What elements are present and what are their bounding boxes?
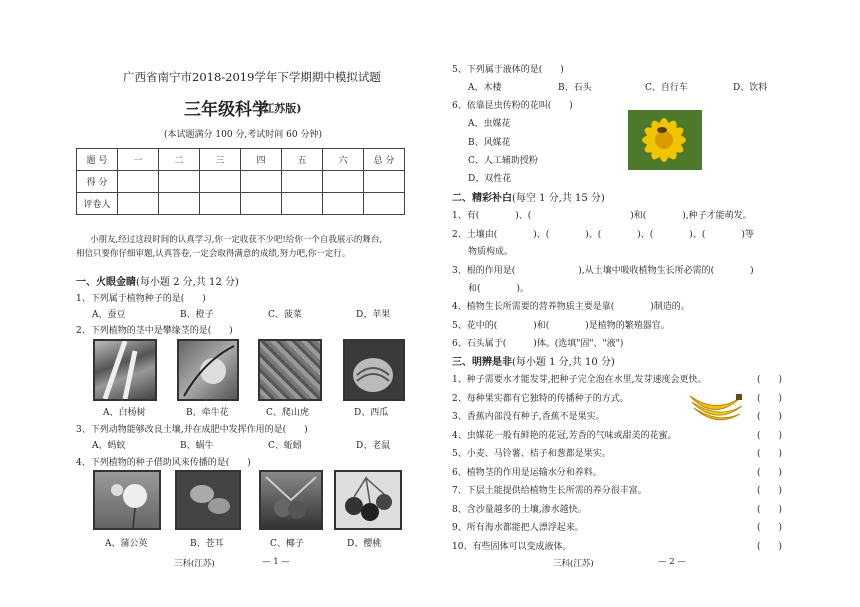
footer-label: 三科(江苏): [553, 559, 594, 569]
exam-title: 广西省南宁市2018-2019学年下学期期中模拟试题: [123, 70, 381, 84]
answer-paren[interactable]: ( ): [757, 449, 783, 459]
option[interactable]: D、樱桃: [347, 539, 382, 549]
score-cell: 总 分: [364, 149, 405, 171]
score-input[interactable]: [323, 171, 364, 193]
option[interactable]: C、自行车: [645, 83, 688, 93]
option[interactable]: C、人工辅助授粉: [468, 156, 538, 166]
score-cell: 五: [282, 149, 323, 171]
option[interactable]: A、白杨树: [103, 408, 146, 418]
option[interactable]: B、牵牛花: [186, 408, 229, 418]
tf-item: 1、种子需要水才能发芽,把种子完全泡在水里,发芽速度会更快。: [452, 375, 707, 385]
fill-line[interactable]: 6、石头属于( )体。(选填"固"、"液"): [452, 339, 624, 349]
answer-paren[interactable]: ( ): [757, 375, 783, 385]
question-5: 5、下列属于液体的是( ): [452, 65, 564, 75]
score-table: [76, 148, 405, 215]
option[interactable]: C、椰子: [270, 539, 304, 549]
birch-tree-image: [93, 339, 157, 401]
tf-item: 9、所有海水都能把人漂浮起来。: [452, 523, 584, 533]
option[interactable]: B、橙子: [180, 310, 214, 320]
score-cell: 得 分: [77, 171, 118, 193]
section1-heading: 一、火眼金睛(每小题 2 分,共 12 分): [76, 277, 239, 288]
ivy-image: [258, 339, 322, 401]
tf-item: 10、有些固体可以变成液体。: [452, 542, 572, 552]
option[interactable]: D、苹果: [356, 310, 391, 320]
grader-input[interactable]: [364, 193, 405, 215]
fill-line[interactable]: 4、植物生长所需要的营养物质主要是靠( )制造的。: [452, 302, 690, 312]
option[interactable]: B、苍耳: [190, 539, 224, 549]
watermelon-image: [343, 339, 405, 401]
score-cell: 六: [323, 149, 364, 171]
grader-input[interactable]: [118, 193, 159, 215]
grader-input[interactable]: [282, 193, 323, 215]
edition-label: (江苏版): [258, 102, 302, 115]
score-cell: 评卷人: [77, 193, 118, 215]
tf-item: 5、小麦、马铃薯、桔子和葱都是果实。: [452, 449, 611, 459]
fill-line[interactable]: 5、花中的( )和( )是植物的繁殖器官。: [452, 321, 670, 331]
intro-line: 小朋友,经过这段时间的认真学习,你一定收获不少吧!给你一个自我展示的舞台,: [90, 235, 383, 245]
question-3: 3、下列动物能够改良土壤,并在成肥中发挥作用的是( ): [76, 425, 308, 435]
score-input[interactable]: [282, 171, 323, 193]
option[interactable]: D、老鼠: [356, 441, 391, 451]
question-4: 4、下列植物的种子借助风来传播的是( ): [76, 458, 251, 468]
section2-heading: 二、精彩补白(每空 1 分,共 15 分): [452, 193, 605, 204]
option[interactable]: C、爬山虎: [266, 408, 309, 418]
coconut-image: [259, 470, 323, 530]
cherry-image: [334, 470, 402, 530]
answer-paren[interactable]: ( ): [757, 505, 783, 515]
tf-item: 7、下层土能提供给植物生长所需的养分很丰富。: [452, 486, 647, 496]
answer-paren[interactable]: ( ): [757, 486, 783, 496]
option[interactable]: C、蚯蚓: [268, 441, 302, 451]
option[interactable]: A、蒲公英: [105, 539, 148, 549]
grader-input[interactable]: [200, 193, 241, 215]
exam-note: (本试题满分 100 分,考试时间 60 分钟): [164, 130, 322, 140]
flower-bee-image: [628, 110, 702, 170]
fill-line[interactable]: 2、土壤由( )、( )、( )、( )、( )等: [452, 230, 754, 240]
cocklebur-image: [175, 470, 241, 530]
tf-item: 6、植物茎的作用是运输水分和养料。: [452, 468, 602, 478]
dandelion-image: [93, 470, 161, 530]
answer-paren[interactable]: ( ): [757, 412, 783, 422]
intro-line: 相信只要你仔细审题,认真答卷,一定会取得满意的成绩,努力吧,你一定行。: [76, 249, 351, 259]
answer-paren[interactable]: ( ): [757, 468, 783, 478]
option[interactable]: A、虫媒花: [468, 119, 511, 129]
option[interactable]: B、石头: [558, 83, 592, 93]
score-input[interactable]: [364, 171, 405, 193]
score-cell: 二: [159, 149, 200, 171]
tf-item: 2、每种果实都有它独特的传播种子的方式。: [452, 394, 629, 404]
answer-paren[interactable]: ( ): [757, 542, 783, 552]
page-number: — 2 —: [658, 557, 686, 567]
question-6: 6、依靠昆虫传粉的花叫( ): [452, 101, 573, 111]
score-cell: 题 号: [77, 149, 118, 171]
option[interactable]: D、双性花: [468, 174, 512, 184]
score-cell: 一: [118, 149, 159, 171]
score-input[interactable]: [159, 171, 200, 193]
banana-image: [686, 386, 744, 422]
morning-glory-image: [177, 339, 239, 401]
section3-heading: 三、明辨是非(每小题 1 分,共 10 分): [452, 357, 615, 368]
option[interactable]: A、木楼: [468, 83, 502, 93]
option[interactable]: D、饮料: [733, 83, 768, 93]
grader-input[interactable]: [159, 193, 200, 215]
option[interactable]: A、蚂蚁: [92, 441, 126, 451]
fill-line[interactable]: 和( )。: [468, 284, 530, 294]
subject-title: 三年级科学: [184, 100, 269, 120]
grader-input[interactable]: [241, 193, 282, 215]
option[interactable]: B、蜗牛: [180, 441, 214, 451]
grader-input[interactable]: [323, 193, 364, 215]
tf-item: 8、含沙量越多的土壤,渗水越快。: [452, 505, 587, 515]
page-number: — 1 —: [262, 557, 290, 567]
tf-item: 4、虫媒花一般有鲜艳的花冠,芳香的气味或甜美的花蜜。: [452, 431, 677, 441]
tf-item: 3、香蕉内部没有种子,香蕉不是果实。: [452, 412, 605, 422]
fill-line[interactable]: 1、有( )、( )和( ),种子才能萌发。: [452, 211, 752, 221]
answer-paren[interactable]: ( ): [757, 523, 783, 533]
fill-line: 物质构成。: [468, 247, 514, 257]
score-cell: 四: [241, 149, 282, 171]
option[interactable]: C、菠菜: [268, 310, 302, 320]
option[interactable]: B、风媒花: [468, 138, 511, 148]
answer-paren[interactable]: ( ): [757, 431, 783, 441]
score-input[interactable]: [118, 171, 159, 193]
option[interactable]: A、蚕豆: [92, 310, 126, 320]
footer-label: 三科(江苏): [174, 559, 215, 569]
answer-paren[interactable]: ( ): [757, 394, 783, 404]
option[interactable]: D、西瓜: [354, 408, 389, 418]
question-2: 2、下列植物的茎中是攀缘茎的是( ): [76, 326, 233, 336]
score-input[interactable]: [241, 171, 282, 193]
score-input[interactable]: [200, 171, 241, 193]
fill-line[interactable]: 3、根的作用是( ),从土壤中吸收植物生长所必需的( ): [452, 266, 754, 276]
question-1: 1、下列属于植物种子的是( ): [76, 294, 206, 304]
score-cell: 三: [200, 149, 241, 171]
